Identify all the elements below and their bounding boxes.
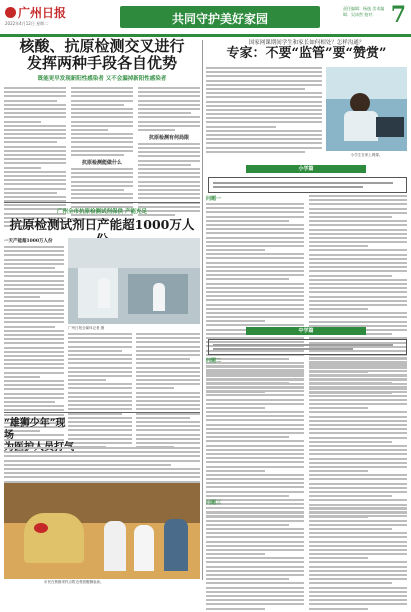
- main-headline-line2: 发挥两种手段各自优势: [26, 54, 177, 72]
- article1-col3: [138, 87, 200, 218]
- separator-rule: [4, 202, 200, 203]
- newspaper-logo: [5, 4, 66, 21]
- mid-story-col3: [136, 333, 200, 450]
- lion-dance-photo: [4, 483, 200, 579]
- section-title: 共同守护美好家园: [171, 12, 268, 26]
- lion-dance-caption: 市民在核酸采样点附近观看醒狮表演。: [44, 580, 104, 584]
- mid-story-headline: 抗原检测试剂日产能超1000万人: [9, 217, 195, 232]
- editor-credits: 责任编辑：杨逸 美术编辑：吴沛然 校对：: [343, 6, 385, 17]
- logo-text: 广州日报: [18, 6, 67, 20]
- primary-question-box: [208, 177, 407, 193]
- middle-qa-col4: [309, 507, 407, 612]
- right-headline: 专家：不要“监管”要“赞赏”: [226, 46, 387, 61]
- logo-emblem-icon: [5, 7, 16, 18]
- section-banner: [120, 6, 320, 28]
- question-label-3: 问题三: [206, 500, 222, 506]
- student-online-class-photo: [326, 67, 407, 151]
- factory-production-photo: [68, 238, 200, 324]
- question-label-1: 问题一: [206, 196, 222, 202]
- column-divider: [202, 40, 203, 580]
- right-column: [206, 37, 407, 583]
- page-masthead: [0, 0, 411, 37]
- middle-qa-col3: [206, 507, 304, 612]
- mid-story-col2: [68, 333, 132, 450]
- mid-story-kicker: 广州全市抗原检测试剂保供 产能充足: [57, 209, 147, 215]
- page-number: 7: [390, 2, 406, 28]
- kicker-antigen-limitations: 抗原检测有何局限: [148, 134, 189, 141]
- right-deck: 国家网课期间学生和家长如何相处？怎样沟通？: [248, 40, 365, 46]
- dateline: 2022年4月12日 星期二: [5, 21, 49, 26]
- student-photo-caption: 小学生在家上网课。: [350, 153, 383, 157]
- middle-question-box: [208, 339, 407, 355]
- question-label-2: 问题二: [206, 358, 222, 364]
- main-headline-block: [4, 38, 200, 82]
- right-intro-text: [206, 67, 322, 155]
- factory-photo-caption: 广州日报全媒体记者 摄: [68, 326, 105, 330]
- main-headline-line1: 核酸、抗原检测交叉进行: [19, 37, 185, 55]
- section-label-middle: 中学篇: [246, 327, 366, 335]
- section-label-primary: 小学篇: [246, 165, 366, 173]
- left-column: [4, 37, 200, 583]
- separator-rule-2: [4, 412, 200, 413]
- main-subheadline: 既能更早发现新阳性感染者 又不会漏掉新阳性感染者: [37, 76, 167, 82]
- story3-headline-line1: “雄狮少年”现场: [4, 418, 66, 441]
- middle-qa-col2: [309, 357, 407, 520]
- mid-story-intro: 一天产能超1000万人份: [4, 239, 53, 244]
- kicker-what-antigen-can-do: 抗原检测能做什么: [81, 160, 122, 166]
